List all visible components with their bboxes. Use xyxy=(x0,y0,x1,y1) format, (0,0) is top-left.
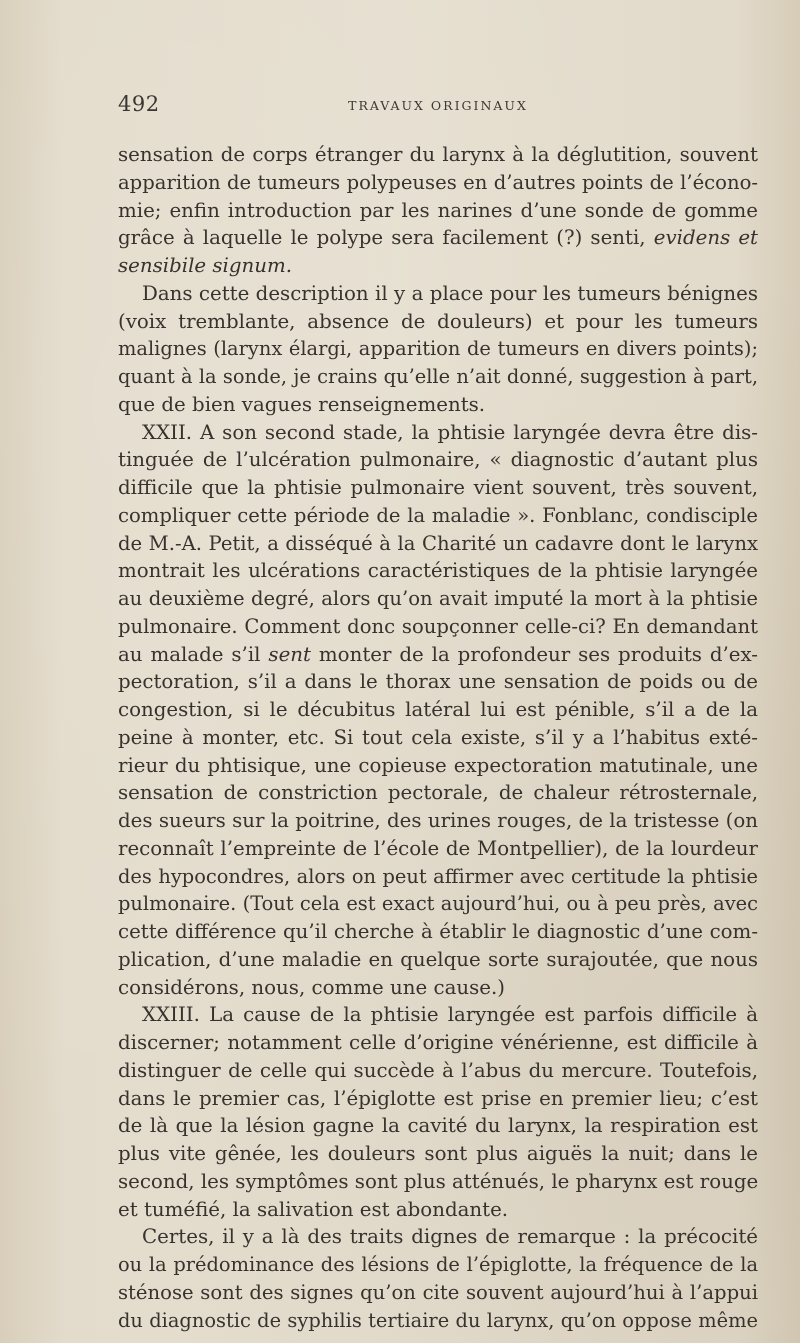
paragraph-xxiii xyxy=(118,1001,758,1223)
text-line: de là que la lésion gagne la cavité du larynx, la respiration est xyxy=(118,1114,758,1138)
text-line: reconnaît l’empreinte de l’école de Montpellier), de la lourdeur xyxy=(118,836,758,860)
text-line: difficile que la phtisie pulmonaire vient souvent, très souvent, xyxy=(118,476,758,499)
text-line: pulmonaire. (Tout cela est exact aujourd’hui, ou à peu près, avec xyxy=(118,892,758,916)
text-line xyxy=(118,641,758,669)
italic-word: sent xyxy=(268,642,311,666)
paragraph-description xyxy=(118,280,758,419)
text-line: pectoration, s’il a dans le thorax une sensation de poids ou de xyxy=(118,670,758,694)
text-line: malignes (larynx élargi, apparition de tumeurs en divers points); xyxy=(118,337,758,361)
text-line: montrait les ulcérations caractéristiques de la phtisie laryngée xyxy=(118,559,758,583)
text-line: des sueurs sur la poitrine, des urines rouges, de la tristesse (on xyxy=(118,809,758,832)
text-line: peine à monter, etc. Si tout cela existe, s’il y a l’habitus exté- xyxy=(118,725,758,749)
text-run: grâce à laquelle le polype sera facilement (?) senti, xyxy=(118,226,646,250)
text-line: distinguer de celle qui succède à l’abus du mercure. Toutefois, xyxy=(118,1058,758,1082)
italic-latin: sensibile signum. xyxy=(118,254,293,277)
text-line: mie; enfin introduction par les narines d’une sonde de gomme xyxy=(118,198,758,222)
running-head: TRAVAUX ORIGINAUX xyxy=(348,98,528,113)
text-run: monter de la profondeur ses produits d’ex- xyxy=(318,642,758,666)
text-line: plus vite gênée, les douleurs sont plus aiguës la nuit; dans le xyxy=(118,1142,758,1165)
text-line: et tuméfié, la salivation est abondante. xyxy=(118,1197,509,1221)
text-line: des hypocondres, alors on peut affirmer avec certitude la phtisie xyxy=(118,864,758,888)
paragraph-continued xyxy=(118,141,758,280)
text-run: au malade s’il xyxy=(118,642,261,666)
text-line: que de bien vagues renseignements. xyxy=(118,392,486,416)
text-line: quant à la sonde, je crains qu’elle n’ait donné, suggestion à part, xyxy=(118,365,758,388)
text-line: XXII. A son second stade, la phtisie laryngée devra être dis- xyxy=(142,420,758,444)
text-line: dans le premier cas, l’épiglotte est prise en premier lieu; c’est xyxy=(118,1086,758,1110)
text-line: au deuxième degré, alors qu’on avait imputé la mort à la phtisie xyxy=(118,587,758,610)
text-line xyxy=(118,224,758,252)
page-number: 492 xyxy=(118,92,160,116)
text-line: sténose sont des signes qu’on cite souvent aujourd’hui à l’appui xyxy=(118,1280,758,1304)
text-line: apparition de tumeurs polypeuses en d’autres points de l’écono- xyxy=(118,170,758,194)
paragraph-xxii xyxy=(118,419,758,1002)
italic-latin: evidens et xyxy=(653,226,759,250)
text-line: considérons, nous, comme une cause.) xyxy=(118,975,505,999)
text-line: ou la prédominance des lésions de l’épiglotte, la fréquence de la xyxy=(118,1253,758,1276)
text-line: XXIII. La cause de la phtisie laryngée est parfois difficile à xyxy=(142,1003,758,1027)
text-line: cette différence qu’il cherche à établir le diagnostic d’une com- xyxy=(118,920,758,943)
text-line: sensation de corps étranger du larynx à la déglutition, souvent xyxy=(118,143,758,166)
paragraph-certes xyxy=(118,1223,758,1334)
text-line: second, les symptômes sont plus atténués, le pharynx est rouge xyxy=(118,1169,759,1193)
text-line: (voix tremblante, absence de douleurs) et pour les tumeurs xyxy=(118,309,758,333)
body-text xyxy=(118,141,758,1334)
text-line xyxy=(118,252,758,280)
text-line: congestion, si le décubitus latéral lui est pénible, s’il a de la xyxy=(118,698,758,721)
text-line: compliquer cette période de la maladie ». Fonblanc, condisciple xyxy=(118,503,758,527)
text-line: pulmonaire. Comment donc soupçonner celle-ci? En demandant xyxy=(118,614,758,638)
text-line: du diagnostic de syphilis tertiaire du larynx, qu’on oppose même xyxy=(118,1308,758,1332)
text-line: plication, d’une maladie en quelque sorte surajoutée, que nous xyxy=(118,947,758,971)
text-line: de M.-A. Petit, a disséqué à la Charité un cadavre dont le larynx xyxy=(118,531,758,555)
page-header xyxy=(118,92,758,122)
text-line: rieur du phtisique, une copieuse expectoration matutinale, une xyxy=(118,753,758,777)
text-line: sensation de constriction pectorale, de chaleur rétrosternale, xyxy=(118,781,758,805)
text-line: discerner; notamment celle d’origine vénérienne, est difficile à xyxy=(118,1031,758,1054)
text-line: tinguée de l’ulcération pulmonaire, « diagnostic d’autant plus xyxy=(118,448,758,472)
text-line: Certes, il y a là des traits dignes de remarque : la précocité xyxy=(142,1225,758,1249)
text-line: Dans cette description il y a place pour les tumeurs bénignes xyxy=(142,281,758,305)
